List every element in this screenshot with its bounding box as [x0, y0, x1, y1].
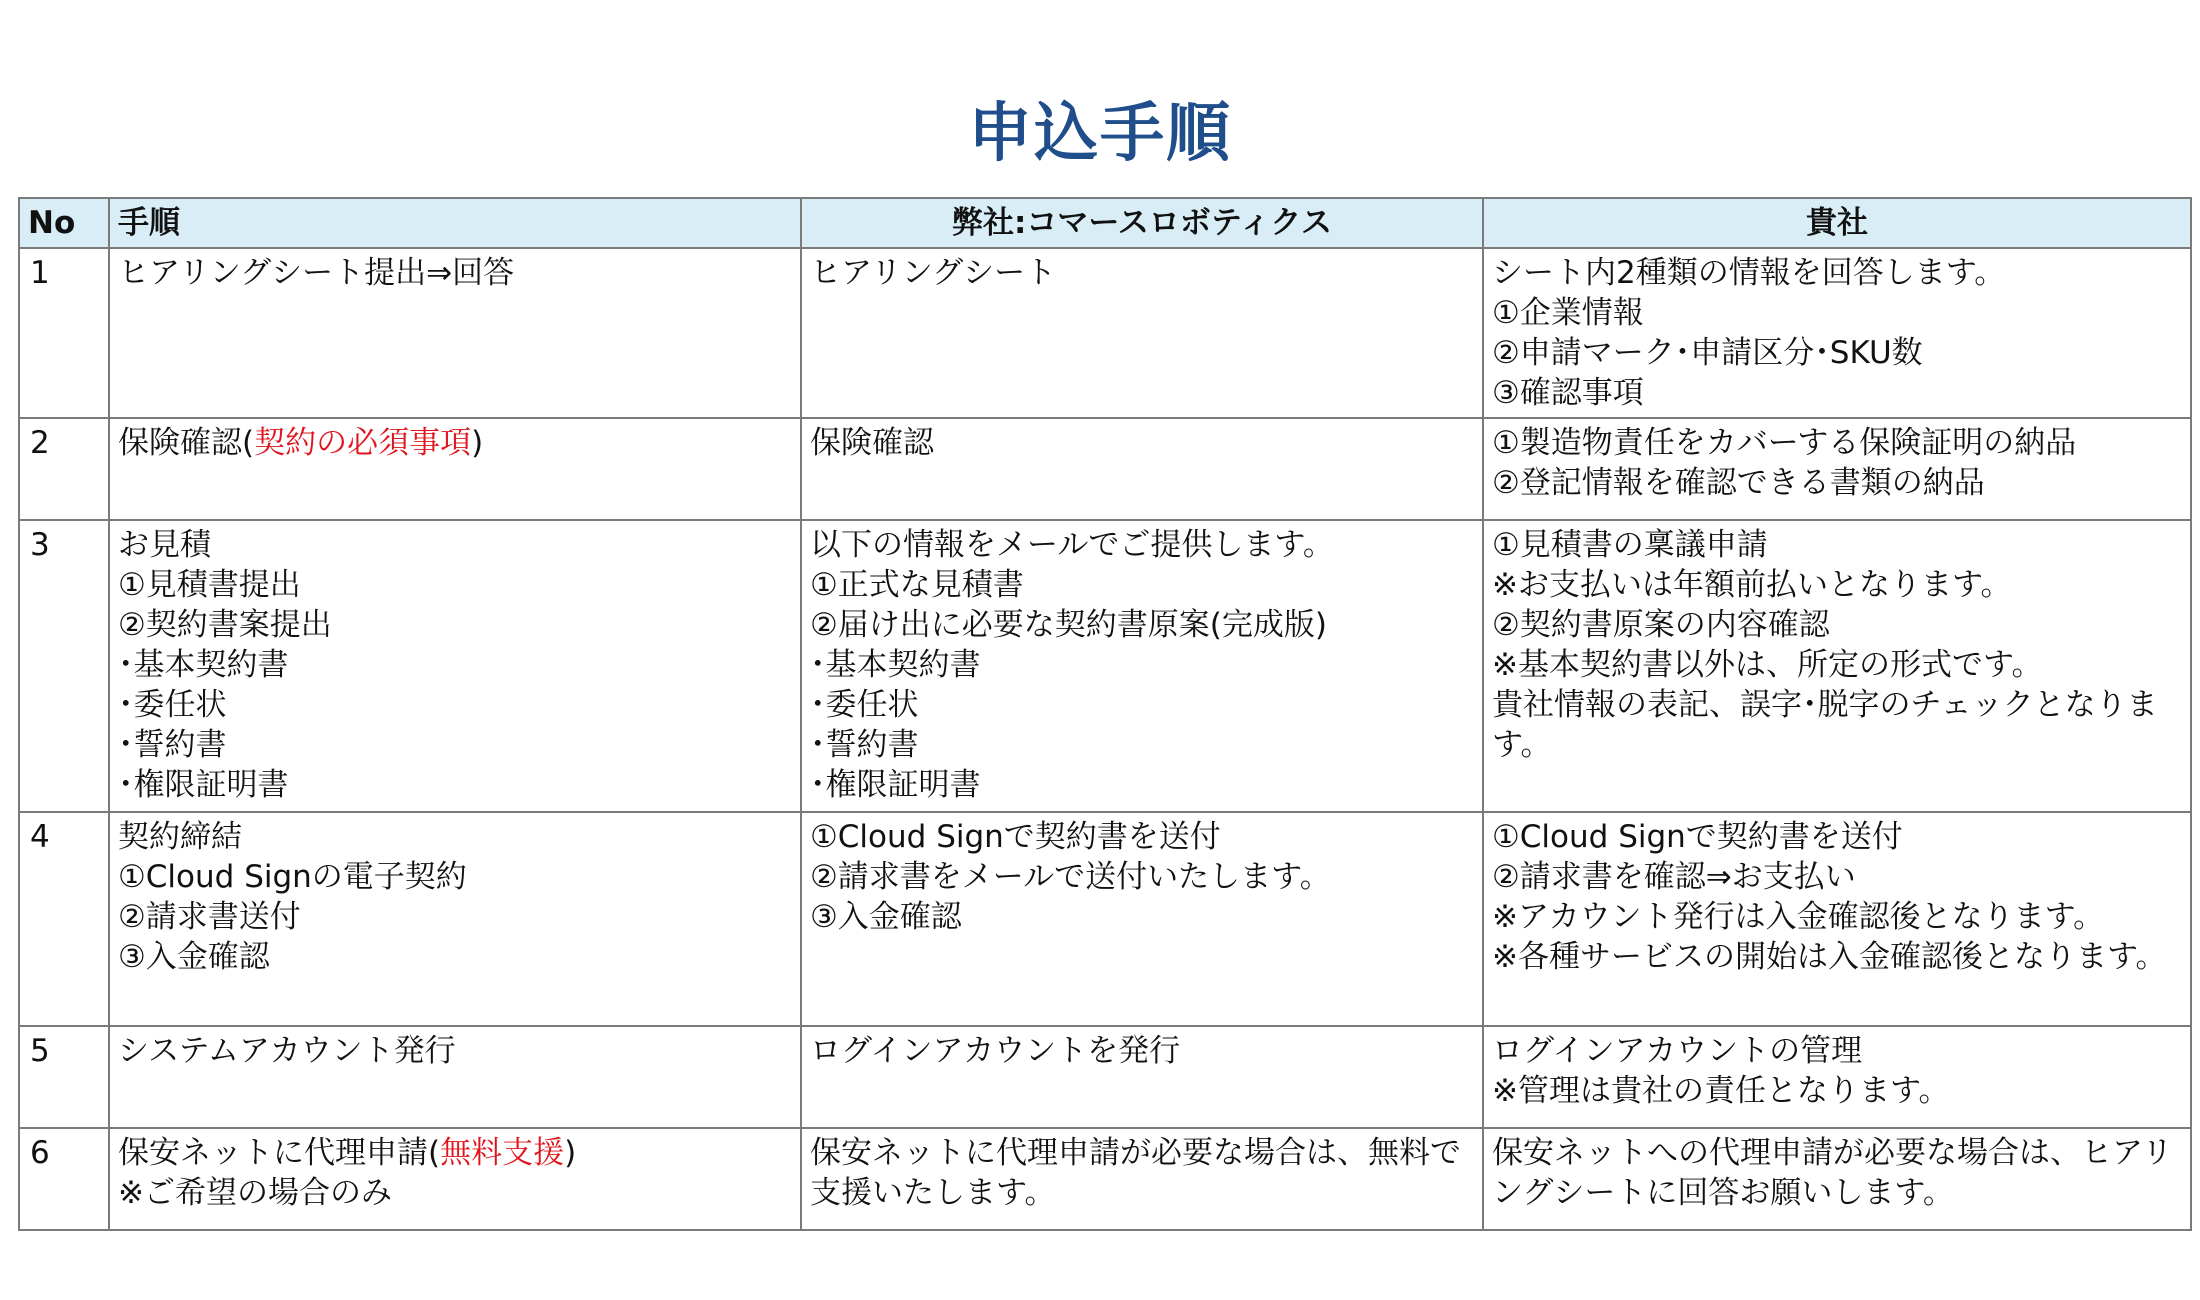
step-line: ･権限証明書 [118, 767, 289, 803]
table-row [19, 248, 2191, 418]
company-cell [801, 812, 1483, 1026]
step-text: 保険確認( [118, 425, 255, 461]
table-row [19, 1026, 2191, 1128]
step-line: ③入金確認 [118, 939, 270, 975]
client-line: ※アカウント発行は入金確認後となります。 [1492, 899, 2105, 935]
step-cell [109, 248, 801, 418]
free-support-highlight: 無料支援 [440, 1135, 565, 1171]
client-line: シート内2種類の情報を回答します。 [1492, 255, 2006, 291]
company-line: ログインアカウントを発行 [810, 1033, 1181, 1069]
step-line: ･誓約書 [118, 727, 227, 763]
company-line: ･誓約書 [810, 727, 919, 763]
step-line: ･委任状 [118, 687, 227, 723]
client-cell [1483, 248, 2191, 418]
header-no: No [19, 198, 109, 248]
company-cell [801, 418, 1483, 520]
step-cell [109, 520, 801, 812]
row-number: 4 [19, 812, 109, 1026]
company-line: ･権限証明書 [810, 767, 981, 803]
table-row [19, 418, 2191, 520]
client-line: ①企業情報 [1492, 295, 1644, 331]
header-step: 手順 [109, 198, 801, 248]
step-note: ※ご希望の場合のみ [118, 1175, 392, 1211]
step-cell [109, 1128, 801, 1230]
row-number: 3 [19, 520, 109, 812]
company-cell [801, 248, 1483, 418]
company-line: ･委任状 [810, 687, 919, 723]
step-line: システムアカウント発行 [118, 1033, 456, 1069]
company-cell [801, 520, 1483, 812]
company-cell [801, 1026, 1483, 1128]
step-text-close: ) [564, 1135, 577, 1171]
client-line: ①見積書の稟議申請 [1492, 527, 1768, 563]
company-cell [801, 1128, 1483, 1230]
row-number: 1 [19, 248, 109, 418]
table-row [19, 520, 2191, 812]
table-header-row [19, 198, 2191, 248]
step-text-close: ) [471, 425, 484, 461]
company-line: ③入金確認 [810, 899, 962, 935]
step-line: 契約締結 [118, 819, 242, 855]
company-line: ①正式な見積書 [810, 567, 1024, 603]
step-line: ②請求書送付 [118, 899, 301, 935]
company-line: ヒアリングシート [810, 255, 1057, 291]
header-company: 弊社:コマースロボティクス [801, 198, 1483, 248]
header-client: 貴社 [1483, 198, 2191, 248]
required-highlight: 契約の必須事項 [254, 425, 472, 461]
table-row [19, 812, 2191, 1026]
client-line: ※基本契約書以外は、所定の形式です。 [1492, 647, 2043, 683]
client-cell [1483, 812, 2191, 1026]
step-line [118, 423, 792, 463]
row-number: 2 [19, 418, 109, 520]
client-line: ※管理は貴社の責任となります。 [1492, 1073, 1950, 1109]
procedure-table [18, 197, 2192, 1231]
company-line: ②届け出に必要な契約書原案(完成版) [810, 607, 1327, 643]
client-cell [1483, 418, 2191, 520]
client-line: ※各種サービスの開始は入金確認後となります。 [1492, 939, 2167, 975]
client-line: ①Cloud Signで契約書を送付 [1492, 819, 1903, 855]
company-line: ･基本契約書 [810, 647, 981, 683]
client-line: ログインアカウントの管理 [1492, 1033, 1863, 1069]
company-line: ①Cloud Signで契約書を送付 [810, 819, 1221, 855]
step-line: ヒアリングシート提出⇒回答 [118, 255, 515, 291]
client-line: ①製造物責任をカバーする保険証明の納品 [1492, 425, 2077, 461]
client-line: ②契約書原案の内容確認 [1492, 607, 1830, 643]
row-number: 6 [19, 1128, 109, 1230]
client-cell [1483, 1026, 2191, 1128]
step-cell [109, 418, 801, 520]
client-line: ③確認事項 [1492, 375, 1644, 411]
client-line: ②登記情報を確認できる書類の納品 [1492, 465, 1985, 501]
client-line: ②請求書を確認⇒お支払い [1492, 859, 1856, 895]
step-cell [109, 812, 801, 1026]
step-cell [109, 1026, 801, 1128]
step-line: ①Cloud Signの電子契約 [118, 859, 467, 895]
client-line: 貴社情報の表記、誤字･脱字のチェックとなります。 [1492, 687, 2158, 763]
company-line: 保険確認 [810, 425, 934, 461]
step-line: ･基本契約書 [118, 647, 289, 683]
client-cell [1483, 520, 2191, 812]
page-title: 申込手順 [968, 97, 1232, 171]
step-line [118, 1133, 792, 1173]
client-cell [1483, 1128, 2191, 1230]
step-line: ①見積書提出 [118, 567, 301, 603]
step-line: ②契約書案提出 [118, 607, 332, 643]
table-row [19, 1128, 2191, 1230]
client-line: 保安ネットへの代理申請が必要な場合は、ヒアリングシートに回答お願いします。 [1492, 1135, 2173, 1211]
client-line: ※お支払いは年額前払いとなります。 [1492, 567, 2012, 603]
client-line: ②申請マーク･申請区分･SKU数 [1492, 335, 1923, 371]
row-number: 5 [19, 1026, 109, 1128]
step-text: 保安ネットに代理申請( [118, 1135, 441, 1171]
company-line: 保安ネットに代理申請が必要な場合は、無料で支援いたします。 [810, 1135, 1461, 1211]
step-line: お見積 [118, 527, 211, 563]
company-line: 以下の情報をメールでご提供します。 [810, 527, 1334, 563]
company-line: ②請求書をメールで送付いたします。 [810, 859, 1331, 895]
